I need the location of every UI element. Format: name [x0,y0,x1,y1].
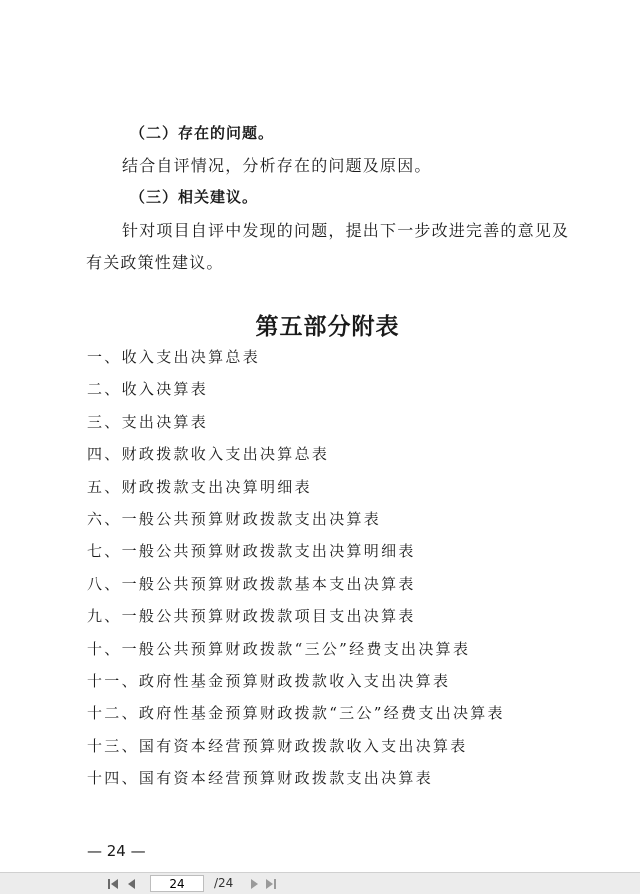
total-pages-label: /24 [214,876,234,890]
suggestions-paragraph-line2: 有关政策性建议。 [86,253,224,272]
previous-page-icon[interactable] [124,877,138,891]
suggestions-paragraph-line1: 针对项目自评中发现的问题，提出下一步改进完善的意见及 [122,221,570,240]
next-page-icon[interactable] [248,877,262,891]
list-item: 二、收入决算表 [87,380,209,399]
list-item: 六、一般公共预算财政拨款支出决算表 [87,509,382,528]
list-item: 三、支出决算表 [87,412,209,431]
list-item: 十一、政府性基金预算财政拨款收入支出决算表 [87,671,451,690]
list-item: 十、一般公共预算财政拨款“三公”经费支出决算表 [87,639,471,658]
list-item: 十四、国有资本经营预算财政拨款支出决算表 [87,769,434,788]
list-item: 四、财政拨款收入支出决算总表 [87,445,330,464]
last-page-icon[interactable] [264,877,278,891]
part-title: 第五部分附表 [255,314,400,340]
heading-existing-problems: （二）存在的问题。 [130,124,275,142]
page-number: — 24 — [87,842,146,860]
heading-related-suggestions: （三）相关建议。 [130,188,259,206]
list-item: 七、一般公共预算财政拨款支出决算明细表 [87,542,416,561]
attached-tables-list [87,346,505,799]
page-number-input[interactable] [150,875,204,892]
first-page-icon[interactable] [106,877,120,891]
list-item: 九、一般公共预算财政拨款项目支出决算表 [87,607,416,626]
list-item: 五、财政拨款支出决算明细表 [87,477,312,496]
list-item: 十三、国有资本经营预算财政拨款收入支出决算表 [87,736,468,755]
list-item: 一、收入支出决算总表 [87,348,261,366]
problems-paragraph: 结合自评情况，分析存在的问题及原因。 [122,156,432,175]
list-item: 十二、政府性基金预算财政拨款“三公”经费支出决算表 [87,704,505,723]
list-item: 八、一般公共预算财政拨款基本支出决算表 [87,574,416,593]
pdf-viewer-toolbar [0,872,640,894]
